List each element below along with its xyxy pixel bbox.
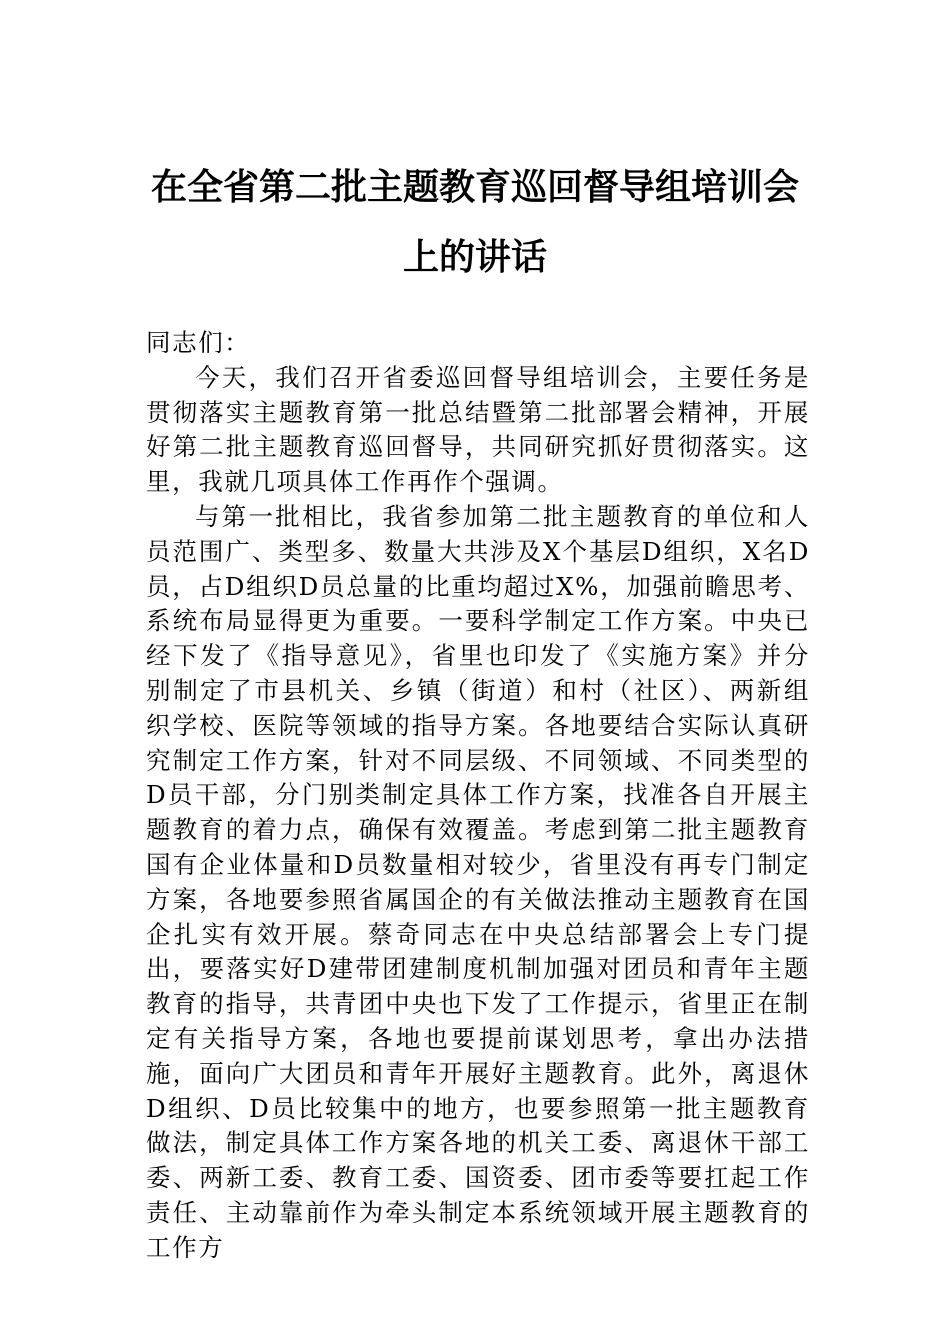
- paragraph-2: 与第一批相比，我省参加第二批主题教育的单位和人员范围广、类型多、数量大共涉及X个基层D组织，X名D员，占D组织D员总量的比重均超过X%，加强前瞻思考、系统布局显得更为重要。一要科学制定工作方案。中央已经下发了《指导意见》，省里也印发了《实施方案》并分别制定了市县机关、乡镇（街道）和村（社区）、两新组织学校、医院等领域的指导方案。各地要结合实际认真研究制定工作方案，针对不同层级、不同领域、不同类型的D员干部，分门别类制定具体工作方案，找准各自开展主题教育的着力点，确保有效覆盖。考虑到第二批主题教育国有企业体量和D员数量相对较少，省里没有再专门制定方案，各地要参照省属国企的有关做法推动主题教育在国企扎实有效开展。蔡奇同志在中央总结部署会上专门提出，要落实好D建带团建制度机制加强对团员和青年主题教育的指导，共青团中央也下发了工作提示，省里正在制定有关指导方案，各地也要提前谋划思考，拿出办法措施，面向广大团员和青年开展好主题教育。此外，离退休D组织、D员比较集中的地方，也要参照第一批主题教育做法，制定具体工作方案各地的机关工委、离退休干部工委、两新工委、教育工委、国资委、团市委等要扛起工作责任、主动靠前作为牵头制定本系统领域开展主题教育的工作方: [146, 501, 810, 1262]
- title-line-1: 在全省第二批主题教育巡回督导组培训会: [150, 166, 799, 208]
- paragraph-1: 今天，我们召开省委巡回督导组培训会，主要任务是贯彻落实主题教育第一批总结暨第二批部署会精神，开展好第二批主题教育巡回督导，共同研究抓好贯彻落实。这里，我就几项具体工作再作个强调。: [146, 362, 810, 497]
- salutation: 同志们：: [146, 328, 251, 357]
- document-title: [140, 152, 810, 292]
- title-line-2: 上的讲话: [402, 236, 547, 278]
- document-body: [146, 326, 810, 1266]
